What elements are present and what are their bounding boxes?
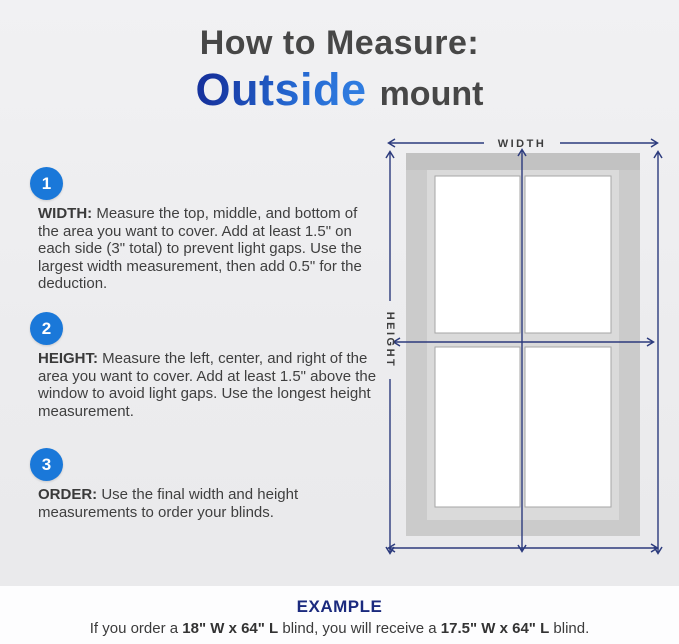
step-3 (30, 448, 382, 521)
step-1-number-badge: 1 (30, 167, 63, 200)
example-received-size: 17.5" W x 64" L (440, 620, 550, 637)
window-pane-lower-right (525, 347, 611, 507)
step-2 (30, 312, 382, 420)
window-pane-upper-left (435, 176, 520, 333)
window-pane-lower-left (435, 347, 520, 507)
step-3-text: ORDER: Use the final width and height measurements to order your blinds. (38, 486, 299, 521)
title-line1: How to Measure: (199, 24, 480, 62)
window-measure-diagram (368, 120, 678, 568)
step-2-text: HEIGHT: Measure the left, center, and right of the area you want to cover. Add at least 1.5" above the window to avoid light gaps. Use the longest height measurement. (38, 350, 377, 420)
example-order-size: 18" W x 64" L (182, 620, 279, 637)
step-2-number-badge: 2 (30, 312, 63, 345)
height-label: HEIGHT (384, 311, 396, 369)
step-1-label: WIDTH: (38, 205, 93, 222)
example-sentence: If you order a 18" W x 64" L blind, you will receive a 17.5" W x 64" L blind. (89, 620, 590, 637)
window-illustration (406, 153, 640, 536)
step-2-label: HEIGHT: (38, 350, 98, 367)
title-highlight-outside: Outside (195, 64, 367, 115)
title-suffix-mount: mount (379, 75, 484, 113)
example-heading: EXAMPLE (296, 597, 383, 616)
step-1 (30, 167, 382, 293)
window-pane-upper-right (525, 176, 611, 333)
window-casing-top-band (406, 153, 640, 170)
title-line2 (0, 64, 679, 116)
step-1-text: WIDTH: Measure the top, middle, and bottom of the area you want to cover. Add at least 1.5" on each side (3" total) to prevent light gaps. Use the largest width measurement, then add 0.5" for the deduction. (38, 205, 362, 292)
example-section (0, 586, 679, 644)
page-title (0, 24, 679, 116)
width-label: WIDTH (497, 138, 547, 150)
step-3-label: ORDER: (38, 486, 98, 503)
step-3-number-badge: 3 (30, 448, 63, 481)
